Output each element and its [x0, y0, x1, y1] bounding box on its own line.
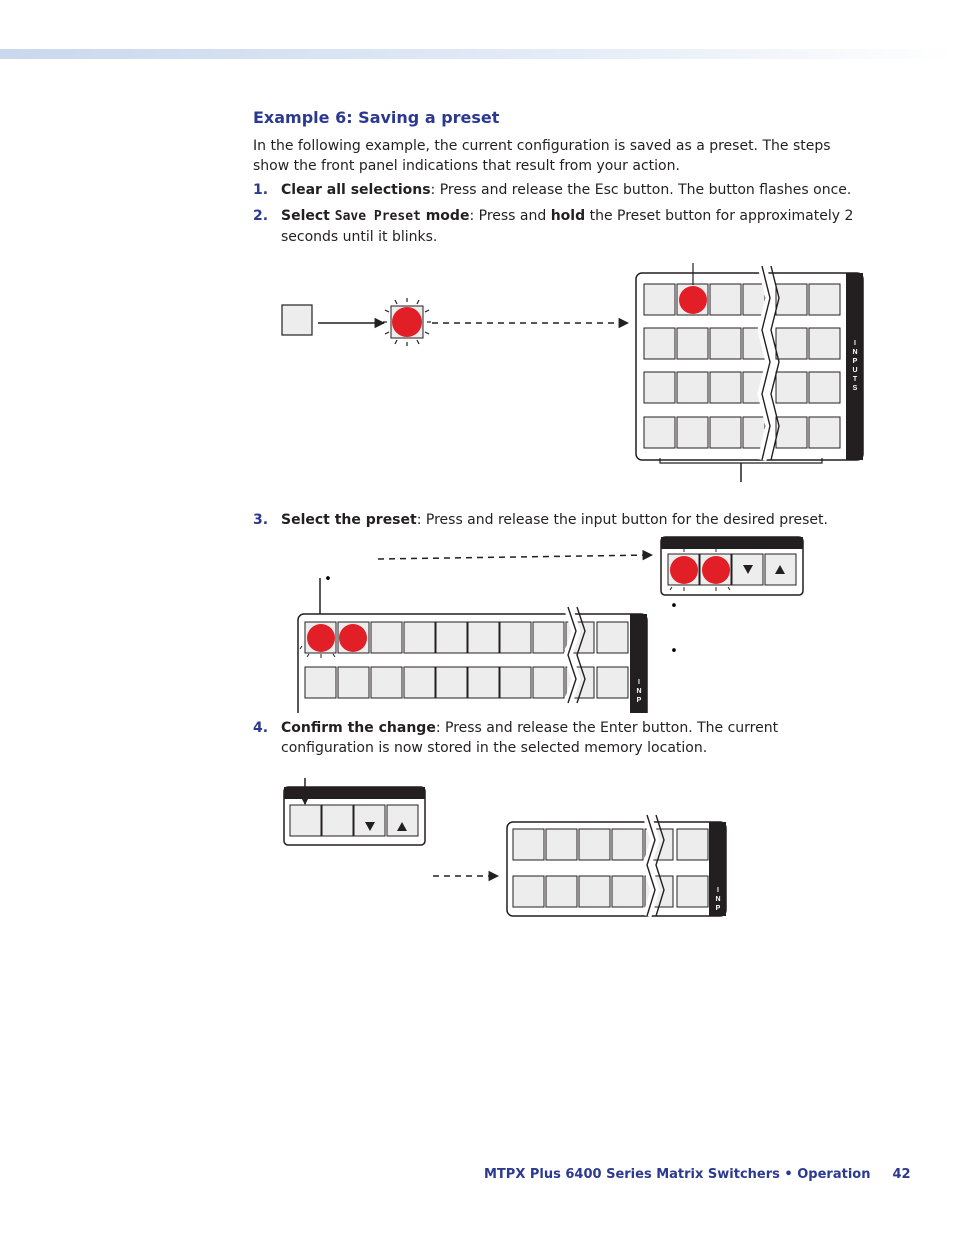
step-1	[253, 180, 865, 200]
step-title-part: mode	[420, 208, 470, 224]
step-text: the Preset button for approximately 2 seconds until it blinks.	[281, 208, 854, 245]
step-title-part: Select	[281, 208, 335, 224]
section-heading: Example 6: Saving a preset	[253, 108, 500, 127]
header-bar	[0, 49, 954, 59]
input-row-panel	[507, 815, 726, 916]
side-label-letter: N	[715, 896, 721, 903]
page-number: 42	[892, 1167, 911, 1182]
side-label-letter: S	[852, 385, 858, 392]
step-title: Clear all selections	[281, 182, 431, 198]
side-label-letter: P	[852, 358, 858, 365]
side-label-letter: P	[715, 905, 721, 912]
step-2	[253, 206, 865, 247]
bullet: •	[324, 572, 332, 587]
bullet: •	[670, 599, 678, 614]
step-4	[253, 718, 865, 758]
up-button[interactable]	[387, 805, 418, 836]
intro-paragraph: In the following example, the current configuration is saved as a preset. The steps show the front panel indications that result from your action.	[253, 138, 831, 174]
input-row-panel	[298, 607, 647, 713]
side-label-letter: I	[638, 679, 640, 686]
step-text: : Press and release the input button for the desired preset.	[416, 512, 828, 528]
figure-preset-mode	[0, 260, 954, 490]
down-button[interactable]	[354, 805, 385, 836]
enter-button[interactable]	[290, 805, 321, 836]
step-title: Select the preset	[281, 512, 417, 528]
figure-select-preset	[0, 533, 954, 713]
side-label-letter: T	[852, 376, 858, 383]
blinking-led	[702, 556, 730, 584]
step-number: 4.	[253, 720, 269, 736]
side-label-letter: I	[717, 887, 719, 894]
footer-title: MTPX Plus 6400 Series Matrix Switchers • Operation	[484, 1167, 871, 1182]
step-title: Confirm the change	[281, 720, 436, 736]
page-footer	[484, 1167, 911, 1182]
step-number: 1.	[253, 182, 269, 198]
side-label-letter: P	[636, 697, 642, 704]
side-label-letter: N	[636, 688, 642, 695]
step-number: 2.	[253, 208, 269, 224]
preset-control-panel	[661, 537, 803, 595]
bullet: •	[670, 644, 678, 659]
side-label-letter: N	[852, 349, 858, 356]
mode-name: Save Preset	[334, 209, 421, 224]
side-label-letter: I	[854, 340, 856, 347]
step-text: : Press and release the Enter button. The current configuration is now stored in the selected memory location.	[281, 720, 779, 756]
dashed-arrow	[378, 555, 652, 559]
blinking-led	[670, 556, 698, 584]
esc-button[interactable]	[282, 305, 312, 335]
step-emphasis: hold	[550, 208, 586, 224]
step-3	[253, 510, 865, 530]
step-number: 3.	[253, 512, 269, 528]
side-label-letter: U	[852, 367, 858, 374]
figure-confirm-change	[0, 770, 954, 930]
input-button-panel	[636, 263, 863, 482]
step-text: : Press and	[469, 208, 551, 224]
lit-input-led	[679, 286, 707, 314]
step-text: : Press and release the Esc button. The button flashes once.	[430, 182, 852, 198]
blinking-led	[307, 624, 335, 652]
lit-led	[339, 624, 367, 652]
preset-button-blinking[interactable]	[383, 298, 431, 346]
